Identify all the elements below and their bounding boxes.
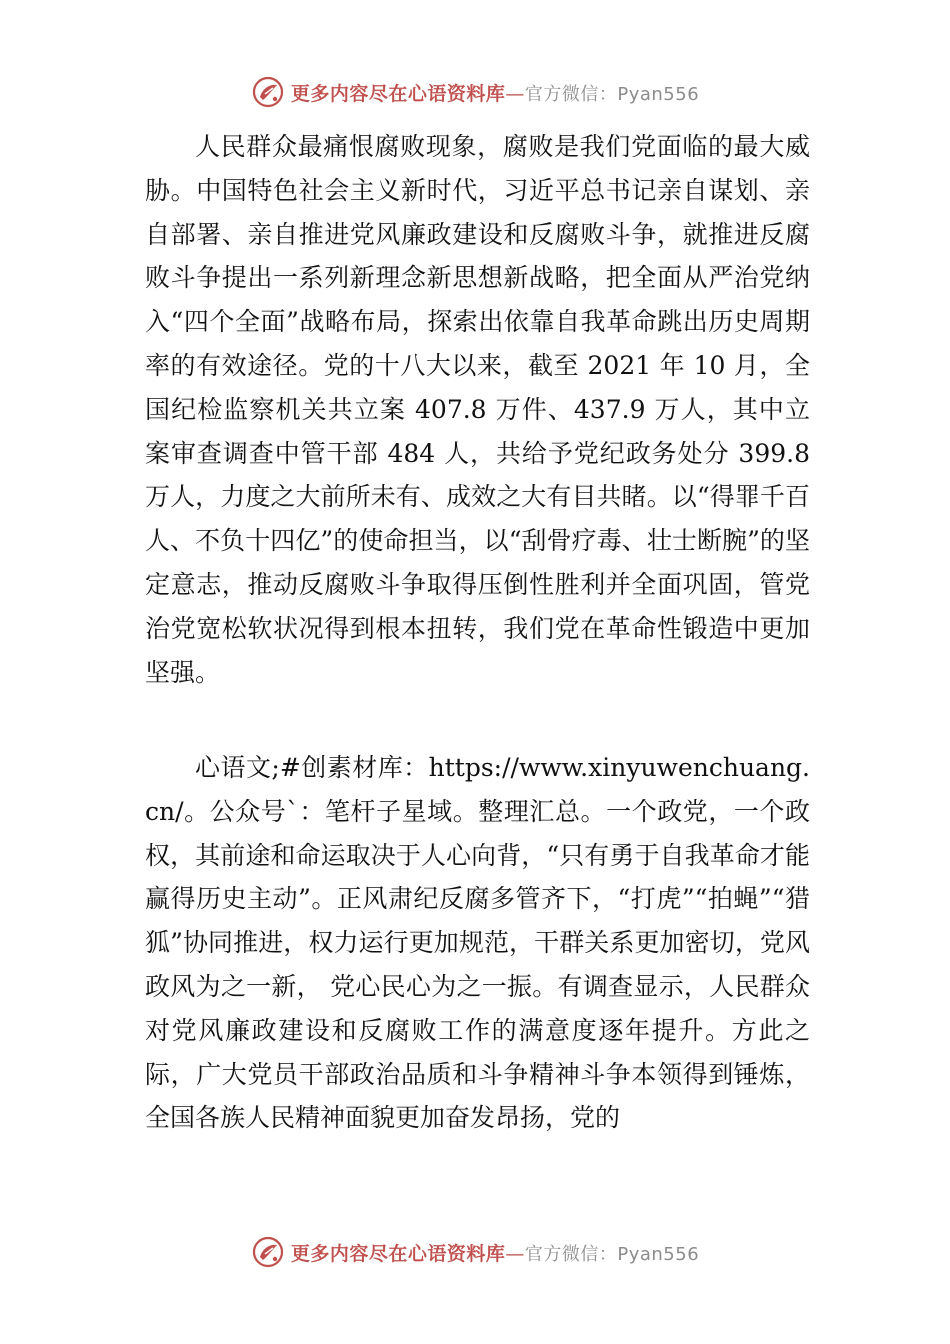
paragraph-2: 心语文;#创素材库：https://www.xinyuwenchuang.cn/。公众号`：笔杆子星域。整理汇总。一个政党，一个政权，其前途和命运取决于人心向背，“只有勇于自我革命才能赢得历史主动”。正风肃纪反腐多管齐下，“打虎”“拍蝇”“猎狐”协同推进，权力运行更加规范，干群关系更加密切，党风政风为之一新， 党心民心为之一振。有调查显示，人民群众对党风廉政建设和反腐败工作的满意度逐年提升。方此之际，广大党员干部政治品质和斗争精神斗争本领得到锤炼，全国各族人民精神面貌更加奋发昂扬，党的 <box>145 753 810 1133</box>
xinyu-logo-icon <box>251 75 285 109</box>
banner-text <box>291 79 699 106</box>
paragraph-1-block <box>145 125 810 694</box>
paragraph-2-block <box>145 746 810 1140</box>
xinyu-logo-icon <box>251 1235 285 1269</box>
banner-brand: 更多内容尽在心语资料库 <box>290 82 506 105</box>
banner-dash: — <box>505 1242 525 1265</box>
paragraph-1: 人民群众最痛恨腐败现象，腐败是我们党面临的最大威胁。中国特色社会主义新时代，习近平总书记亲自谋划、亲自部署、亲自推进党风廉政建设和反腐败斗争，就推进反腐败斗争提出一系列新理念新思想新战略，把全面从严治党纳入“四个全面”战略布局，探索出依靠自我革命跳出历史周期率的有效途径。党的十八大以来，截至 2021 年 10 月，全国纪检监察机关共立案 407.8 万件、437.9 万人，其中立案审查调查中管干部 484 人，共给予党纪政务处分 399.8 万人，力度之大前所未有、成效之大有目共睹。以“得罪千百人、不负十四亿”的使命担当，以“刮骨疗毒、壮士断腕”的坚定意志，推动反腐败斗争取得压倒性胜利并全面巩固，管党治党宽松软状况得到根本扭转，我们党在革命性锻造中更加坚强。 <box>145 132 810 687</box>
banner-text <box>291 1239 699 1266</box>
banner-wechat: 官方微信：Pyan556 <box>524 1243 700 1265</box>
header-banner <box>0 72 950 112</box>
banner-brand: 更多内容尽在心语资料库 <box>290 1242 506 1265</box>
banner-wechat: 官方微信：Pyan556 <box>524 83 700 105</box>
footer-banner <box>0 1232 950 1272</box>
banner-dash: — <box>505 82 525 105</box>
